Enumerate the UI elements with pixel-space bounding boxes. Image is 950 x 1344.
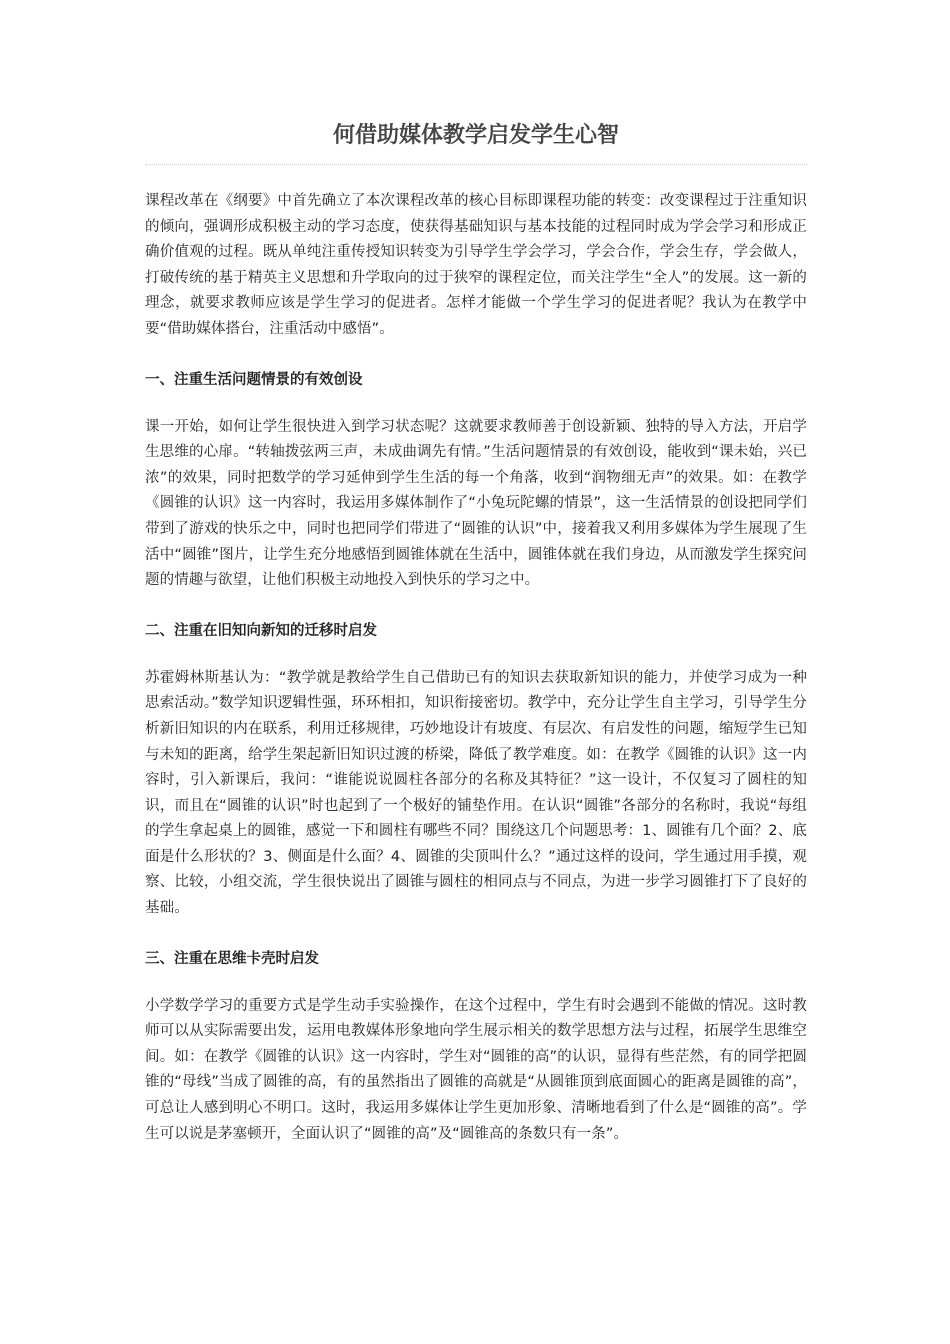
document-title: 何借助媒体教学启发学生心智 bbox=[332, 123, 619, 148]
title-divider bbox=[145, 164, 807, 165]
section-body-2: 苏霍姆林斯基认为：“教学就是教给学生自己借助已有的知识去获取新知识的能力，并使学习成为一种思索活动。”数学知识逻辑性强，环环相扣，知识衔接密切。教学中，充分让学生自主学习，引导学生分析新旧知识的内在联系，利用迁移规律，巧妙地设计有坡度、有层次、有启发性的问题，缩短学生已知与未知的距离，给学生架起新旧知识过渡的桥梁，降低了教学难度。如：在教学《圆锥的认识》这一内容时，引入新课后，我问：“谁能说说圆柱各部分的名称及其特征？”这一设计，不仅复习了圆柱的知识，而且在“圆锥的认识”时也起到了一个极好的铺垫作用。在认识“圆锥”各部分的名称时，我说“每组的学生拿起桌上的圆锥，感觉一下和圆柱有哪些不同？围绕这几个问题思考：1、圆锥有几个面？2、底面是什么形状的？3、侧面是什么面？4、圆锥的尖顶叫什么？”通过这样的设问，学生通过用手摸，观察、比较，小组交流，学生很快说出了圆锥与圆柱的相同点与不同点，为进一步学习圆锥打下了良好的基础。 bbox=[145, 669, 807, 917]
section-body-1: 课一开始，如何让学生很快进入到学习状态呢？这就要求教师善于创设新颖、独特的导入方法，开启学生思维的心扉。“转轴拨弦两三声，未成曲调先有情。”生活问题情景的有效创设，能收到“课未始，兴已浓”的效果，同时把数学的学习延伸到学生生活的每一个角落，收到“润物细无声”的效果。如：在教学《圆锥的认识》这一内容时，我运用多媒体制作了“小兔玩陀螺的情景”，这一生活情景的创设把同学们带到了游戏的快乐之中，同时也把同学们带进了“圆锥的认识”中，接着我又利用多媒体为学生展现了生活中“圆锥”图片，让学生充分地感悟到圆锥体就在生活中，圆锥体就在我们身边，从而激发学生探究问题的情趣与欲望，让他们积极主动地投入到快乐的学习之中。 bbox=[145, 418, 807, 589]
section-heading-2: 二、注重在旧知向新知的迁移时启发 bbox=[145, 622, 377, 639]
document-page bbox=[145, 118, 807, 1147]
intro-paragraph: 课程改革在《纲要》中首先确立了本次课程改革的核心目标即课程功能的转变：改变课程过于注重知识的倾向，强调形成积极主动的学习态度，使获得基础知识与基本技能的过程同时成为学会学习和形成正确价值观的过程。既从单纯注重传授知识转变为引导学生学会学习，学会合作，学会生存，学会做人，打破传统的基于精英主义思想和升学取向的过于狭窄的课程定位，而关注学生“全人”的发展。这一新的理念，就要求教师应该是学生学习的促进者。怎样才能做一个学生学习的促进者呢？我认为在教学中要“借助媒体搭台，注重活动中感悟”。 bbox=[145, 193, 807, 337]
section-body-3: 小学数学学习的重要方式是学生动手实验操作，在这个过程中，学生有时会遇到不能做的情况。这时教师可以从实际需要出发，运用电教媒体形象地向学生展示相关的数学思想方法与过程，拓展学生思维空间。如：在教学《圆锥的认识》这一内容时，学生对“圆锥的高”的认识，显得有些茫然，有的同学把圆锥的“母线”当成了圆锥的高，有的虽然指出了圆锥的高就是“从圆锥顶到底面圆心的距离是圆锥的高”，可总让人感到明心不明口。这时，我运用多媒体让学生更加形象、清晰地看到了什么是“圆锥的高”。学生可以说是茅塞顿开，全面认识了“圆锥的高”及“圆锥高的条数只有一条”。 bbox=[145, 997, 807, 1142]
section-heading-3: 三、注重在思维卡壳时启发 bbox=[145, 950, 319, 967]
section-heading-1: 一、注重生活问题情景的有效创设 bbox=[145, 371, 363, 388]
